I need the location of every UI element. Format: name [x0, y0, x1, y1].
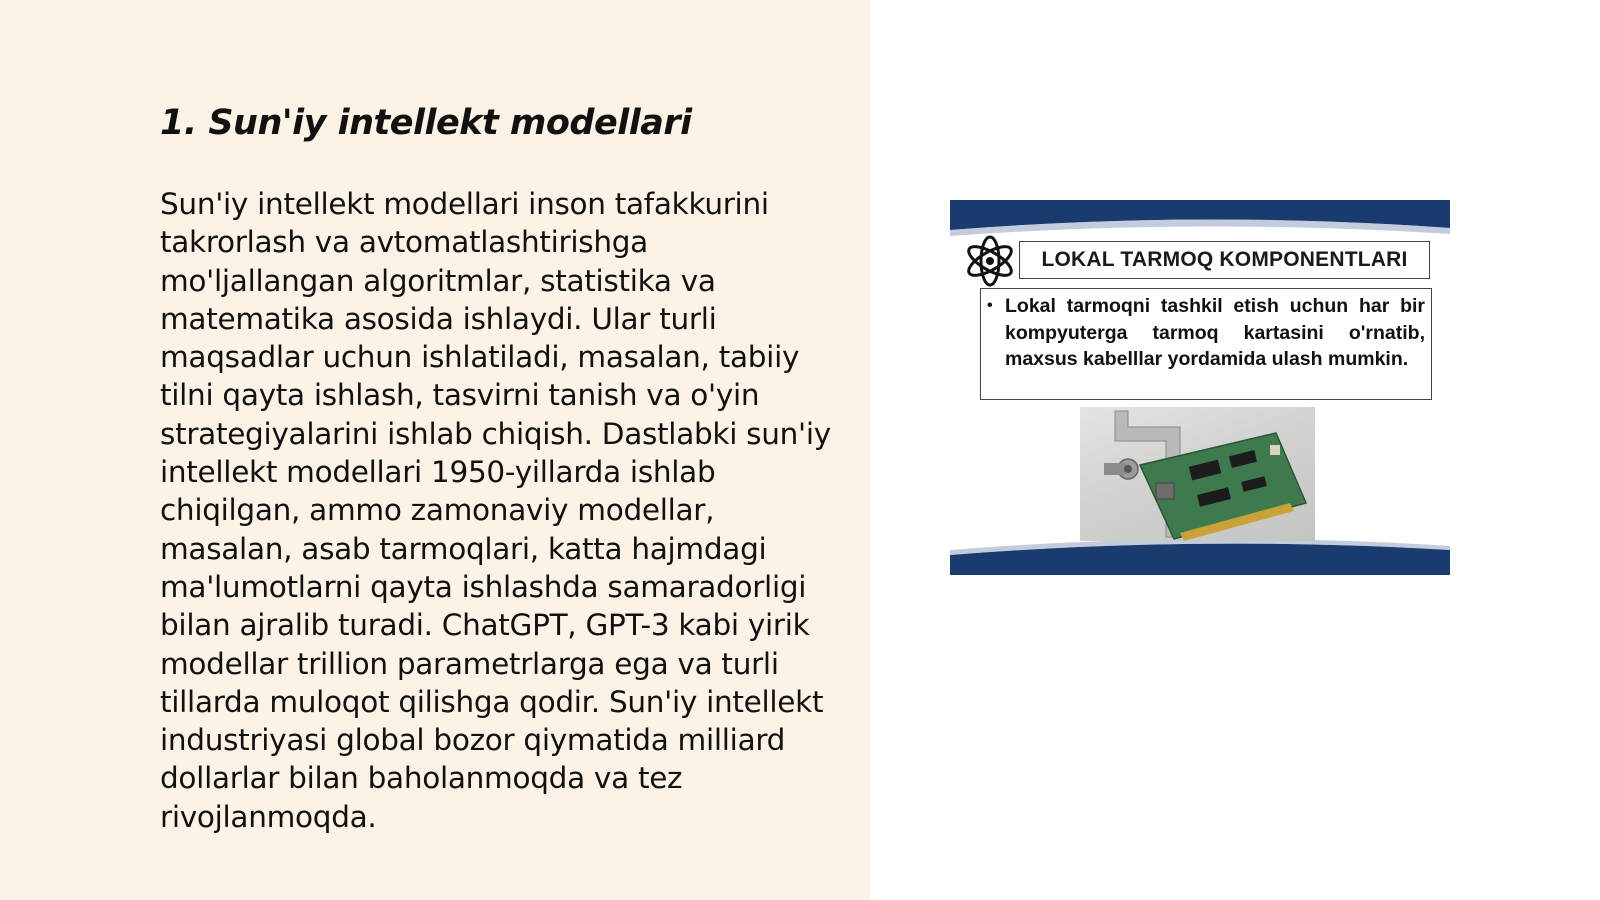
embedded-slide-image	[950, 200, 1450, 575]
bullet-marker: •	[987, 297, 993, 314]
figure-heading: LOKAL TARMOQ KOMPONENTLARI	[1019, 241, 1430, 279]
slide-body-text: Sun'iy intellekt modellari inson tafakkurini takrorlash va avtomatlashtirishga mo'ljallangan algoritmlar, statistika va matematika asosida ishlaydi. Ular turli maqsadlar uchun ishlatiladi, masalan, tabiiy tilni qayta ishlash, tasvirni tanish va o'yin strategiyalarini ishlab chiqish. Dastlabki sun'iy intellekt modellari 1950-yillarda ishlab chiqilgan, ammo zamonaviy modellar, masalan, asab tarmoqlari, katta hajmdagi ma'lumotlarni qayta ishlashda samaradorligi bilan ajralib turadi. ChatGPT, GPT-3 kabi yirik modellar trillion parametrlarga ega va turli tillarda muloqot qilishga qodir. Sun'iy intellekt industriyasi global bozor qiymatida milliard dollarlar bilan baholanmoqda va tez rivojlanmoqda.	[160, 187, 831, 834]
figure-bullet-box	[980, 288, 1432, 400]
atom-icon	[962, 233, 1018, 289]
network-card-photo	[1080, 407, 1315, 541]
figure-bullet-text: Lokal tarmoqni tashkil etish uchun har bir kompyuterga tarmoq kartasini o'rnatib, maxsus kabelllar yordamida ulash mumkin.	[1005, 295, 1425, 370]
slide-title: 1. Sun'iy intellekt modellari	[160, 103, 692, 143]
